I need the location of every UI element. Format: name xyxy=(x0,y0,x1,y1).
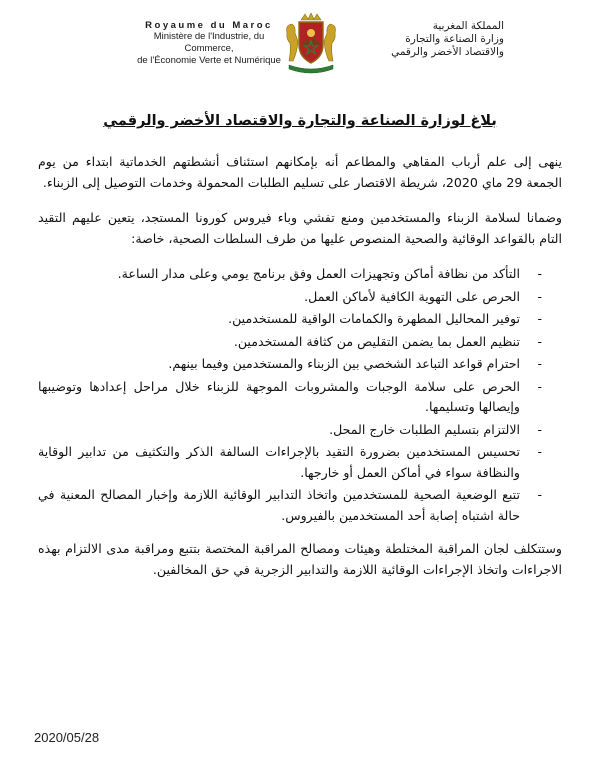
list-item: - تنظيم العمل بما يضمن التقليص من كثافة المستخدمين. xyxy=(38,332,542,353)
list-item: - التأكد من نظافة أماكن وتجهيزات العمل وفق برنامج يومي وعلى مدار الساعة. xyxy=(38,264,542,285)
list-item: - الحرص على التهوية الكافية لأماكن العمل. xyxy=(38,287,542,308)
communique-title: بلاغ لوزارة الصناعة والتجارة والاقتصاد الأخضر والرقمي xyxy=(103,113,497,129)
ar-ministry-line-1: وزارة الصناعة والتجارة xyxy=(405,33,504,45)
letterhead-arabic xyxy=(344,20,504,59)
letterhead xyxy=(0,0,600,105)
list-item: - تتبع الوضعية الصحية للمستخدمين واتخاذ التدابير الوقائية اللازمة وإخبار المصالح المعنية في حالة اشتباه إصابة أحد المستخدمين بالفيروس. xyxy=(38,485,542,526)
communique-body xyxy=(38,152,562,595)
letterhead-french xyxy=(134,20,284,67)
list-item: - الالتزام بتسليم الطلبات خارج المحل. xyxy=(38,420,542,441)
morocco-coat-of-arms-icon xyxy=(283,11,339,77)
ar-kingdom: المملكة المغربية xyxy=(432,20,504,32)
list-item: - الحرص على سلامة الوجبات والمشروبات الموجهة للزبناء خلال مراحل إعدادها وتوضيبها وإيصالها وتسليمها. xyxy=(38,377,542,418)
paragraph-conditions: وضمانا لسلامة الزبناء والمستخدمين ومنع تفشي وباء فيروس كورونا المستجد، يتعين عليهم التقيد التام بالقواعد الوقائية والصحية المنصوص عليها من طرف السلطات الصحية، خاصة: xyxy=(38,210,562,246)
communique-date: 2020/05/28 xyxy=(34,730,100,745)
fr-ministry-line-1: Ministère de l'Industrie, du Commerce, xyxy=(153,31,265,54)
list-item: - تحسيس المستخدمين بضرورة التقيد بالإجراءات السالفة الذكر والتكثيف من تدابير الوقاية والنظافة سواء في أماكن العمل أو خارجها. xyxy=(38,442,542,483)
ar-ministry-line-2: والاقتصاد الأخضر والرقمي xyxy=(391,46,504,58)
measures-list xyxy=(38,264,562,526)
list-item: - احترام قواعد التباعد الشخصي بين الزبناء والمستخدمين وفيما بينهم. xyxy=(38,354,542,375)
fr-kingdom: Royaume du Maroc xyxy=(145,20,273,31)
list-item: - توفير المحاليل المطهرة والكمامات الواقية للمستخدمين. xyxy=(38,309,542,330)
paragraph-intro: ينهى إلى علم أرباب المقاهي والمطاعم أنه بإمكانهم استئناف أنشطتهم الخدماتية ابتداء من يوم الجمعة 29 ماي 2020، شريطة الاقتصار على تسليم الطلبات المحمولة وخدمات التوصيل إلى الزبناء. xyxy=(38,154,562,190)
paragraph-enforcement: وستتكلف لجان المراقبة المختلطة وهيئات ومصالح المراقبة المختصة بتتبع ومراقبة مدى الالتزام بهذه الاجراءات واتخاذ الإجراءات الوقائية اللازمة والتدابير الزجرية في حق المخالفين. xyxy=(38,541,562,577)
fr-ministry-line-2: de l'Économie Verte et Numérique xyxy=(137,55,281,66)
